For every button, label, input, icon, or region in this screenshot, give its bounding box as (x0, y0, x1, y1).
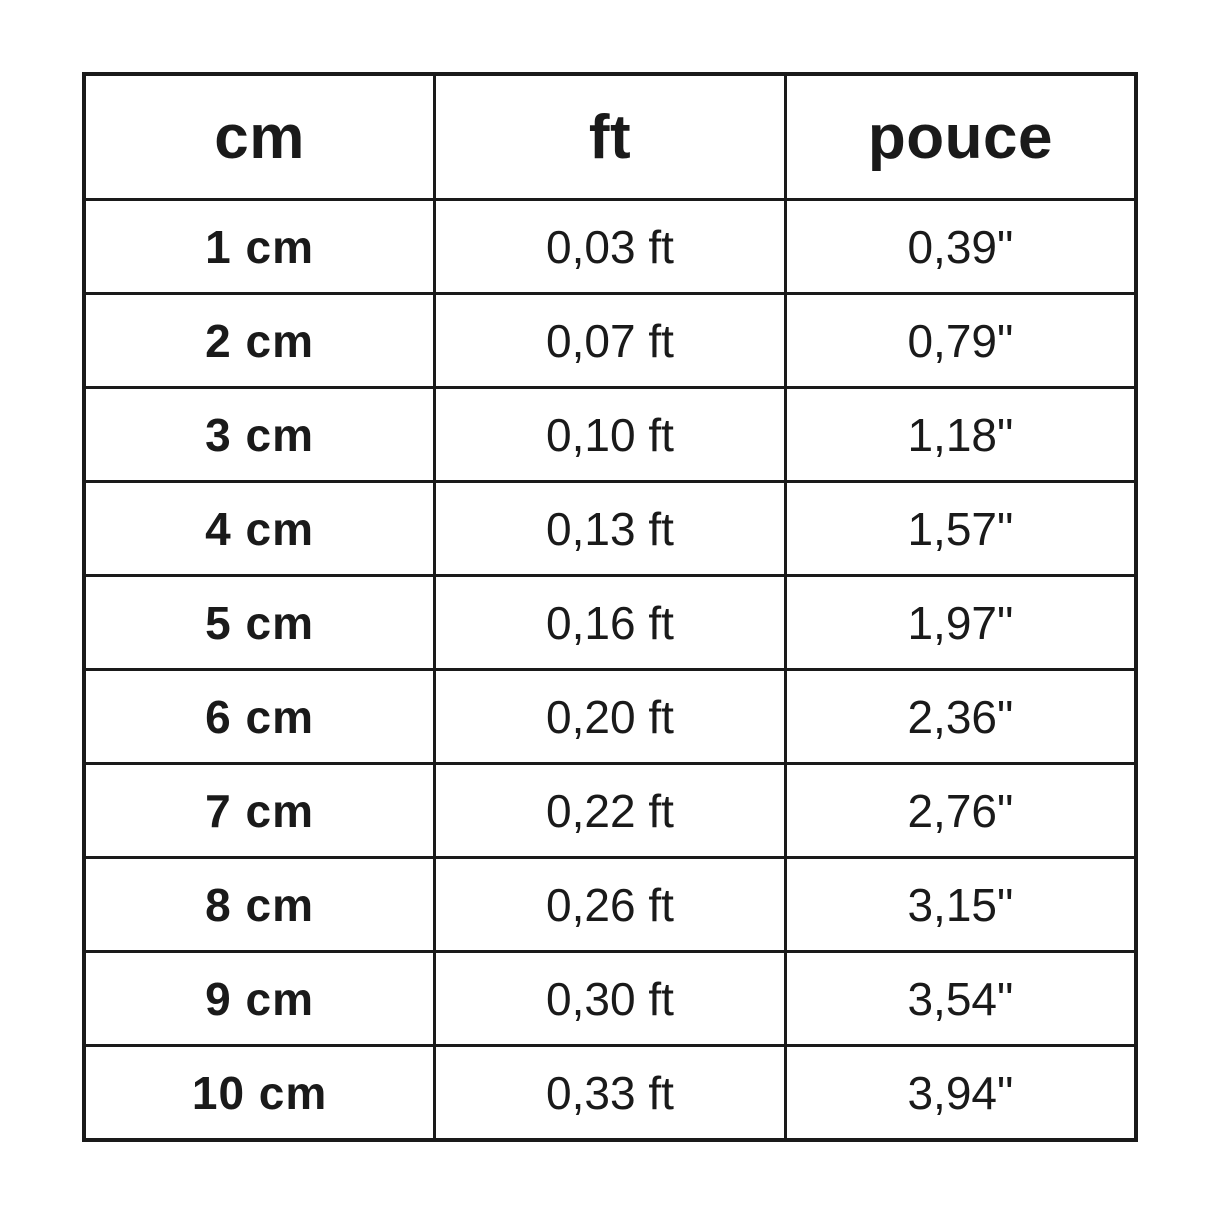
cell-pouce: 3,94" (785, 1046, 1136, 1141)
table-row (84, 1046, 1136, 1141)
table-row (84, 670, 1136, 764)
header-row (84, 74, 1136, 200)
table-row (84, 388, 1136, 482)
header-cell-cm: cm (84, 74, 435, 200)
cell-cm: 7 cm (84, 764, 435, 858)
cell-ft: 0,26 ft (435, 858, 786, 952)
cell-pouce: 1,97" (785, 576, 1136, 670)
cell-pouce: 0,79" (785, 294, 1136, 388)
conversion-table (82, 72, 1138, 1142)
cell-pouce: 3,54" (785, 952, 1136, 1046)
cell-cm: 1 cm (84, 200, 435, 294)
cell-cm: 3 cm (84, 388, 435, 482)
cell-ft: 0,22 ft (435, 764, 786, 858)
cell-pouce: 2,36" (785, 670, 1136, 764)
table-row (84, 764, 1136, 858)
cell-ft: 0,13 ft (435, 482, 786, 576)
table-row (84, 200, 1136, 294)
cell-ft: 0,03 ft (435, 200, 786, 294)
cell-pouce: 0,39" (785, 200, 1136, 294)
table-row (84, 576, 1136, 670)
cell-ft: 0,30 ft (435, 952, 786, 1046)
cell-cm: 2 cm (84, 294, 435, 388)
cell-ft: 0,16 ft (435, 576, 786, 670)
cell-cm: 10 cm (84, 1046, 435, 1141)
conversion-table-container (82, 72, 1138, 1142)
cell-cm: 5 cm (84, 576, 435, 670)
cell-pouce: 1,18" (785, 388, 1136, 482)
table-row (84, 482, 1136, 576)
cell-cm: 6 cm (84, 670, 435, 764)
header-cell-ft: ft (435, 74, 786, 200)
cell-ft: 0,33 ft (435, 1046, 786, 1141)
cell-cm: 4 cm (84, 482, 435, 576)
cell-pouce: 3,15" (785, 858, 1136, 952)
cell-ft: 0,07 ft (435, 294, 786, 388)
cell-pouce: 2,76" (785, 764, 1136, 858)
cell-pouce: 1,57" (785, 482, 1136, 576)
table-row (84, 294, 1136, 388)
cell-cm: 9 cm (84, 952, 435, 1046)
cell-cm: 8 cm (84, 858, 435, 952)
cell-ft: 0,20 ft (435, 670, 786, 764)
header-cell-pouce: pouce (785, 74, 1136, 200)
table-row (84, 858, 1136, 952)
cell-ft: 0,10 ft (435, 388, 786, 482)
table-row (84, 952, 1136, 1046)
